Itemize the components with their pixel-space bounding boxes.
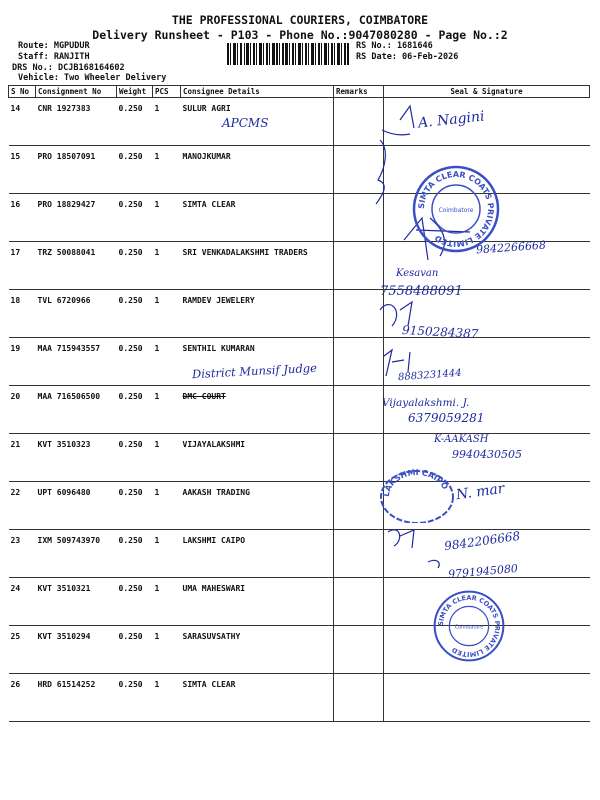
name-row21: Vijayalakshmi. J. xyxy=(382,397,470,409)
row-weight: 0.250 xyxy=(117,290,153,338)
phone-row19: 9150284387 xyxy=(401,323,479,341)
row-weight: 0.250 xyxy=(117,98,153,146)
row-sno: 18 xyxy=(9,290,36,338)
row-consignment-no: TRZ 50088041 xyxy=(36,242,117,290)
col-sno: S No xyxy=(9,86,36,98)
row-pcs: 1 xyxy=(153,98,181,146)
row-weight: 0.250 xyxy=(117,338,153,386)
rs-number: RS No.: 1681646 xyxy=(356,41,433,51)
row-consignment-no: UPT 6096480 xyxy=(36,482,117,530)
phone-row17: 9842266668 xyxy=(475,238,547,257)
phone-row21: 6379059281 xyxy=(408,411,485,425)
runsheet-subtitle: Delivery Runsheet - P103 - Phone No.:9047080280 - Page No.:2 xyxy=(92,28,508,42)
simta-stamp-center: Coimbatore xyxy=(438,207,474,214)
row-consignee: SIMTA CLEAR xyxy=(181,194,334,242)
lakshmi-stamp xyxy=(378,463,456,523)
row-consignment-no: PRO 18829427 xyxy=(36,194,117,242)
name-row18: Kesavan xyxy=(396,268,439,279)
col-pcs: PCS xyxy=(153,86,181,98)
row-consignee: UMA MAHESWARI xyxy=(181,578,334,626)
row-weight: 0.250 xyxy=(117,194,153,242)
signature-scribble-row19 xyxy=(380,302,412,326)
simta-stamp-bottom-center: Coimbatore xyxy=(454,624,484,631)
route-label: Route: MGPUDUR xyxy=(18,41,90,51)
row-consignment-no: CNR 1927383 xyxy=(36,98,117,146)
row-pcs: 1 xyxy=(153,338,181,386)
row-sno: 22 xyxy=(9,482,36,530)
phone-row22: 9940430505 xyxy=(452,448,522,461)
row-pcs: 1 xyxy=(153,530,181,578)
row-consignment-no: KVT 3510321 xyxy=(36,578,117,626)
row-consignee: AAKASH TRADING xyxy=(181,482,334,530)
row-pcs: 1 xyxy=(153,146,181,194)
row-sno: 19 xyxy=(9,338,36,386)
row-weight: 0.250 xyxy=(117,146,153,194)
row-pcs: 1 xyxy=(153,194,181,242)
row-weight: 0.250 xyxy=(117,434,153,482)
name-row22: K-AAKASH xyxy=(434,434,489,445)
row-consignee: MANOJKUMAR xyxy=(181,146,334,194)
phone-row20: 8883231444 xyxy=(397,367,462,384)
row-pcs: 1 xyxy=(153,626,181,674)
row-consignee: RAMDEV JEWELERY xyxy=(181,290,334,338)
simta-stamp-bottom-ring-text: SIMTA CLEAR COATS PRIVATE LIMITED xyxy=(436,593,502,659)
row-sno: 16 xyxy=(9,194,36,242)
signature-scribble-row15 xyxy=(376,140,385,204)
row-weight: 0.250 xyxy=(117,482,153,530)
staff-label: Staff: RANJITH xyxy=(18,52,90,62)
row-consignment-no: HRD 61514252 xyxy=(36,674,117,722)
handwritten-court: District Munsif Judge xyxy=(191,360,318,382)
signature-scribble-row25 xyxy=(428,560,439,568)
row-consignee: LAKSHMI CAIPO xyxy=(181,530,334,578)
handwritten-apcms: APCMS xyxy=(222,116,269,130)
row-weight: 0.250 xyxy=(117,626,153,674)
row-sno: 24 xyxy=(9,578,36,626)
table-row xyxy=(9,674,590,722)
drs-number: DRS No.: DCJB168164602 xyxy=(12,63,125,73)
row-weight: 0.250 xyxy=(117,242,153,290)
simta-stamp-ring-text: SIMTA CLEAR COATS PRIVATE LIMITED xyxy=(416,169,496,249)
row-consignment-no: TVL 6720966 xyxy=(36,290,117,338)
row-consignment-no: MAA 716506500 xyxy=(36,386,117,434)
signature-scribble-row20 xyxy=(384,350,410,376)
row-signature-cell xyxy=(384,674,590,722)
row-pcs: 1 xyxy=(153,674,181,722)
signature-row23: N. mar xyxy=(455,480,506,504)
row-sno: 17 xyxy=(9,242,36,290)
row-pcs: 1 xyxy=(153,290,181,338)
row-consignee: DMC COURT xyxy=(181,386,334,434)
signature-scribble-row24 xyxy=(388,530,414,548)
row-consignee: SULUR AGRI xyxy=(181,98,334,146)
col-remarks: Remarks xyxy=(334,86,384,98)
row-sno: 23 xyxy=(9,530,36,578)
row-weight: 0.250 xyxy=(117,386,153,434)
row-consignee: VIJAYALAKSHMI xyxy=(181,434,334,482)
row-sno: 21 xyxy=(9,434,36,482)
row-pcs: 1 xyxy=(153,434,181,482)
row-remarks xyxy=(334,674,384,722)
row-sno: 14 xyxy=(9,98,36,146)
barcode xyxy=(227,43,349,65)
row-sno: 15 xyxy=(9,146,36,194)
table-header xyxy=(9,86,590,98)
vehicle-label: Vehicle: Two Wheeler Delivery xyxy=(18,73,167,83)
simta-stamp-bottom xyxy=(433,590,505,662)
row-sno: 26 xyxy=(9,674,36,722)
row-pcs: 1 xyxy=(153,386,181,434)
row-consignment-no: IXM 509743970 xyxy=(36,530,117,578)
row-consignee: SENTHIL KUMARAN xyxy=(181,338,334,386)
row-sno: 25 xyxy=(9,626,36,674)
lakshmi-stamp-text: LAKSHMI CAIPO xyxy=(381,467,450,498)
phone-row18: 7558488091 xyxy=(380,284,463,299)
row-weight: 0.250 xyxy=(117,530,153,578)
row-weight: 0.250 xyxy=(117,578,153,626)
row-sno: 20 xyxy=(9,386,36,434)
simta-stamp-top xyxy=(412,165,500,253)
row-consignment-no: PRO 18507091 xyxy=(36,146,117,194)
col-weight: Weight xyxy=(117,86,153,98)
phone-row24: 9842206668 xyxy=(443,528,521,554)
col-signature: Seal & Signature xyxy=(384,86,590,98)
col-consignment: Consignment No xyxy=(36,86,117,98)
signature-scribble-row14 xyxy=(382,106,414,135)
row-weight: 0.250 xyxy=(117,674,153,722)
row-consignee: SIMTA CLEAR xyxy=(181,674,334,722)
row-consignment-no: KVT 3510323 xyxy=(36,434,117,482)
svg-text:LAKSHMI CAIPO xyxy=(382,468,450,497)
rs-date: RS Date: 06-Feb-2026 xyxy=(356,52,459,62)
row-consignee: SRI VENKADALAKSHMI TRADERS xyxy=(181,242,334,290)
row-consignment-no: KVT 3510294 xyxy=(36,626,117,674)
row-consignee: SARASUVSATHY xyxy=(181,626,334,674)
company-title: THE PROFESSIONAL COURIERS, COIMBATORE xyxy=(171,13,429,27)
col-consignee: Consignee Details xyxy=(181,86,334,98)
signature-row14: A. Nagini xyxy=(417,108,486,132)
row-consignment-no: MAA 715943557 xyxy=(36,338,117,386)
row-pcs: 1 xyxy=(153,242,181,290)
phone-row25: 9791945080 xyxy=(447,561,519,582)
row-pcs: 1 xyxy=(153,578,181,626)
row-pcs: 1 xyxy=(153,482,181,530)
